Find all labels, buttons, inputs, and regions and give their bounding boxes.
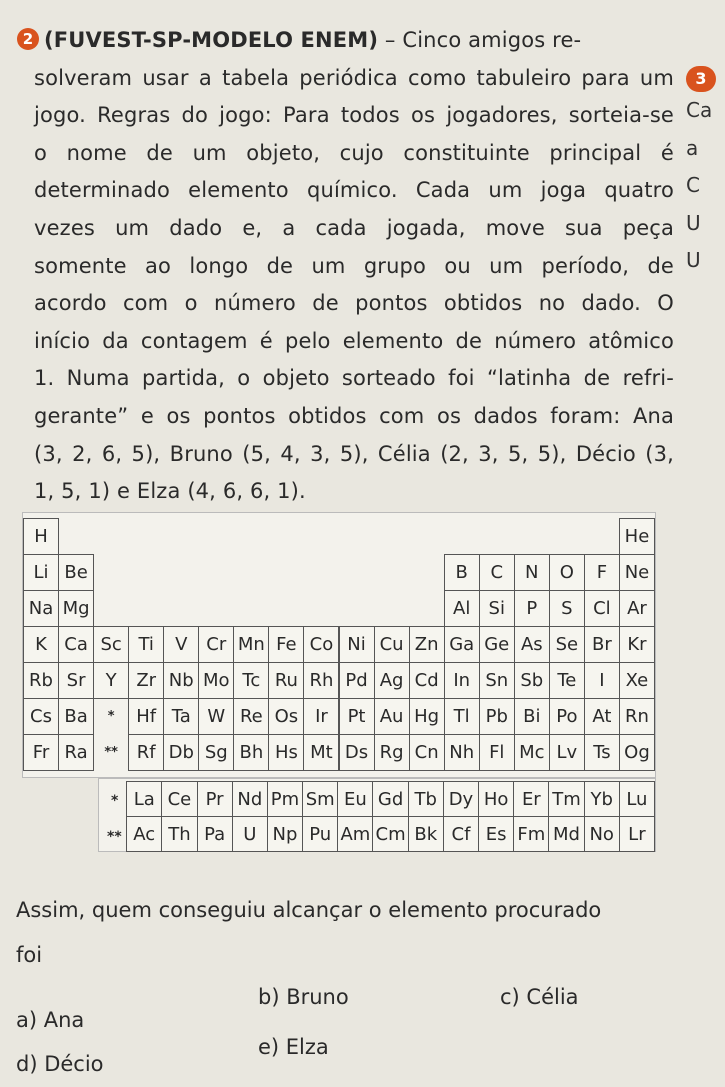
option-a[interactable]: a) Ana [16,1008,85,1032]
element-cell-Os: Os [268,698,304,735]
statement-line-7: acordo com o número de pontos obtidos no dado. O [34,291,674,316]
element-cell-B: B [444,554,480,591]
element-cell-Tl: Tl [444,698,480,735]
element-cell-Ds: Ds [339,734,375,771]
element-cell-Pb: Pb [479,698,515,735]
element-cell-Ba: Ba [58,698,94,735]
element-cell-Ti: Ti [128,626,164,663]
element-cell-Pa: Pa [197,816,233,852]
statement-line-9: 1. Numa partida, o objeto sorteado foi “latinha de refri- [34,366,674,391]
element-cell-Cr: Cr [198,626,234,663]
element-cell-Co: Co [303,626,339,663]
option-b[interactable]: b) Bruno [258,985,349,1009]
element-cell-Cm: Cm [372,816,408,852]
element-cell-In: In [444,662,480,699]
element-cell-Tb: Tb [408,781,444,817]
element-cell-Th: Th [161,816,197,852]
statement-line-8: início da contagem é pelo elemento de número atômico [34,328,674,353]
element-cell-Sc: Sc [93,626,129,663]
element-cell-Ag: Ag [374,662,410,699]
element-cell-Cu: Cu [374,626,410,663]
element-cell-Ne: Ne [619,554,655,591]
element-cell-K: K [23,626,59,663]
element-cell-Mt: Mt [303,734,339,771]
element-cell-Hg: Hg [409,698,445,735]
statement-line [34,22,674,60]
element-cell-Er: Er [513,781,549,817]
right-column-clipped-text [686,60,725,280]
next-question-badge: 3 [686,66,716,92]
element-cell-Db: Db [163,734,199,771]
statement-line-11: (3, 2, 6, 5), Bruno (5, 4, 3, 5), Célia (2, 3, 5, 5), Décio (3, [34,441,674,466]
element-cell-O: O [549,554,585,591]
statement-line-4: determinado elemento químico. Cada um joga quatro [34,178,674,203]
element-cell-F: F [584,554,620,591]
element-cell-I: I [584,662,620,699]
element-cell-Rf: Rf [128,734,164,771]
element-cell-Pt: Pt [339,698,375,735]
element-cell-Ni: Ni [339,626,375,663]
element-cell-P: P [514,590,550,627]
element-cell-Ta: Ta [163,698,199,735]
element-cell-Ca: Ca [58,626,94,663]
clipped-line: Ca [686,98,713,122]
statement-line-0: – Cinco amigos re- [378,28,582,52]
element-cell-Dy: Dy [443,781,479,817]
lanthanide-marker: * [111,793,119,809]
element-cell-Pm: Pm [267,781,303,817]
element-cell-Cs: Cs [23,698,59,735]
element-cell-Zn: Zn [409,626,445,663]
element-cell-Mn: Mn [233,626,269,663]
statement-line-10: gerante” e os pontos obtidos com os dados foram: Ana [34,403,674,428]
element-cell-Re: Re [233,698,269,735]
clipped-line: C [686,173,700,198]
element-cell-V: V [163,626,199,663]
element-cell-Li: Li [23,554,59,591]
element-cell-Cl: Cl [584,590,620,627]
lanthanide-actinide-table [98,778,656,852]
element-cell-S: S [549,590,585,627]
element-cell-Mo: Mo [198,662,234,699]
element-cell-Sn: Sn [479,662,515,699]
element-cell-Cf: Cf [443,816,479,852]
element-cell-Mg: Mg [58,590,94,627]
element-cell-Ce: Ce [161,781,197,817]
element-cell-Ru: Ru [268,662,304,699]
statement-line-1: solveram usar a tabela periódica como tabuleiro para um [34,65,674,90]
element-cell-starstar: ** [104,745,118,760]
element-cell-Pr: Pr [197,781,233,817]
element-cell-Fl: Fl [479,734,515,771]
element-cell-Al: Al [444,590,480,627]
element-cell-U: U [232,816,268,852]
element-cell-Tc: Tc [233,662,269,699]
element-cell-star: * [107,709,115,724]
element-cell-Mc: Mc [514,734,550,771]
periodic-table [22,512,656,778]
element-cell-Sb: Sb [514,662,550,699]
element-cell-Au: Au [374,698,410,735]
element-cell-Po: Po [549,698,585,735]
element-cell-Ts: Ts [584,734,620,771]
element-cell-Og: Og [619,734,655,771]
option-e[interactable]: e) Elza [258,1035,329,1059]
element-cell-Zr: Zr [128,662,164,699]
question-source: (FUVEST-SP-MODELO ENEM) [44,28,379,52]
element-cell-Lv: Lv [549,734,585,771]
element-cell-H: H [23,518,59,555]
answer-prompt-foi: foi [16,943,43,967]
element-cell-Np: Np [267,816,303,852]
element-cell-Bk: Bk [408,816,444,852]
element-cell-Sr: Sr [58,662,94,699]
element-cell-Ac: Ac [126,816,162,852]
statement-line-12: 1, 5, 1) e Elza (4, 6, 6, 1). [34,479,306,504]
element-cell-C: C [479,554,515,591]
element-cell-Bi: Bi [514,698,550,735]
element-cell-He: He [619,518,655,555]
element-cell-Ga: Ga [444,626,480,663]
element-cell-Cn: Cn [409,734,445,771]
element-cell-Lr: Lr [619,816,655,852]
answer-prompt: Assim, quem conseguiu alcançar o elemento procurado [16,898,602,922]
option-d[interactable]: d) Décio [16,1052,104,1076]
element-cell-Sg: Sg [198,734,234,771]
element-cell-Sm: Sm [302,781,338,817]
statement-line-5: vezes um dado e, a cada jogada, move sua peça [34,215,674,240]
element-cell-Ge: Ge [479,626,515,663]
clipped-line: a [686,135,699,160]
element-cell-Pd: Pd [339,662,375,699]
element-cell-Rg: Rg [374,734,410,771]
element-cell-La: La [126,781,162,817]
element-cell-Es: Es [478,816,514,852]
element-cell-Kr: Kr [619,626,655,663]
element-cell-Ho: Ho [478,781,514,817]
element-cell-Xe: Xe [619,662,655,699]
element-cell-Rh: Rh [303,662,339,699]
element-cell-Te: Te [549,662,585,699]
clipped-line: U [686,248,701,273]
element-cell-Hs: Hs [268,734,304,771]
statement-line-2: jogo. Regras do jogo: Para todos os jogadores, sorteia-se [34,103,674,128]
element-cell-Nb: Nb [163,662,199,699]
element-cell-Ar: Ar [619,590,655,627]
element-cell-Nd: Nd [232,781,268,817]
element-cell-At: At [584,698,620,735]
element-cell-Tm: Tm [548,781,584,817]
element-cell-Fr: Fr [23,734,59,771]
element-cell-Hf: Hf [128,698,164,735]
element-cell-Lu: Lu [619,781,655,817]
question-statement [34,22,674,511]
statement-line-6: somente ao longo de um grupo ou um período, de [34,253,674,278]
element-cell-Pu: Pu [302,816,338,852]
statement-line-3: o nome de um objeto, cujo constituinte principal é [34,140,674,165]
element-cell-Na: Na [23,590,59,627]
element-cell-As: As [514,626,550,663]
element-cell-N: N [514,554,550,591]
question-number-badge: 2 [17,28,39,50]
element-cell-Nh: Nh [444,734,480,771]
element-cell-Md: Md [548,816,584,852]
element-cell-Am: Am [337,816,373,852]
element-cell-Yb: Yb [584,781,620,817]
element-cell-Be: Be [58,554,94,591]
element-cell-Ra: Ra [58,734,94,771]
element-cell-Rb: Rb [23,662,59,699]
element-cell-Rn: Rn [619,698,655,735]
element-cell-Fe: Fe [268,626,304,663]
element-cell-No: No [584,816,620,852]
element-cell-Bh: Bh [233,734,269,771]
element-cell-Cd: Cd [409,662,445,699]
element-cell-Y: Y [93,662,129,699]
element-cell-Gd: Gd [372,781,408,817]
clipped-line: U [686,210,701,235]
element-cell-Ir: Ir [303,698,339,735]
element-cell-Eu: Eu [337,781,373,817]
element-cell-Br: Br [584,626,620,663]
option-c[interactable]: c) Célia [500,985,579,1009]
element-cell-W: W [198,698,234,735]
actinide-marker: ** [107,829,122,845]
element-cell-Si: Si [479,590,515,627]
element-cell-Se: Se [549,626,585,663]
element-cell-Fm: Fm [513,816,549,852]
